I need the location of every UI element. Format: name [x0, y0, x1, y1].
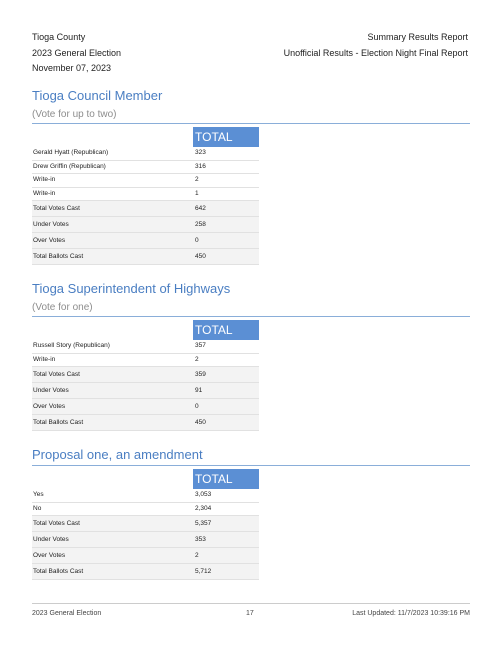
- table-total-row: [32, 399, 259, 415]
- table-row: [32, 503, 259, 517]
- section-divider: [32, 465, 470, 466]
- election-name: 2023 General Election: [32, 47, 122, 58]
- page-number: 17: [246, 610, 254, 617]
- total-column-header: TOTAL: [193, 127, 259, 147]
- row-value: 2: [195, 355, 199, 363]
- row-label: Total Ballots Cast: [33, 568, 84, 575]
- contest-council-member: [32, 86, 470, 265]
- footer-election: 2023 General Election: [32, 610, 102, 617]
- section-divider: [32, 123, 470, 124]
- row-value: 323: [195, 149, 206, 156]
- row-label: Total Ballots Cast: [33, 253, 84, 260]
- table-total-row: [32, 367, 259, 383]
- table-row: [32, 174, 259, 188]
- table-row: [32, 161, 259, 175]
- row-value: 316: [195, 162, 206, 170]
- table-total-row: [32, 249, 259, 265]
- last-updated: Last Updated: 11/7/2023 10:39:16 PM: [352, 610, 470, 617]
- row-value: 357: [195, 342, 206, 349]
- row-value: 642: [195, 205, 206, 212]
- table-total-row: [32, 532, 259, 548]
- contest-superintendent-highways: [32, 279, 470, 431]
- row-label: Under Votes: [33, 221, 69, 228]
- contest-subtitle: (Vote for up to two): [32, 109, 117, 120]
- row-label: Total Votes Cast: [33, 371, 80, 378]
- county-name: Tioga County: [32, 32, 86, 42]
- table-row: [32, 489, 259, 503]
- row-label: Under Votes: [33, 387, 69, 394]
- row-label: Over Votes: [33, 237, 66, 244]
- contest-title: Tioga Superintendent of Highways: [32, 281, 231, 296]
- report-header: [32, 30, 468, 77]
- table-row: [32, 340, 259, 354]
- section-divider: [32, 316, 470, 317]
- row-value: 1: [195, 189, 199, 197]
- row-label: Total Ballots Cast: [33, 419, 84, 426]
- table-total-row: [32, 383, 259, 399]
- contest-proposal-one: [32, 445, 470, 580]
- row-label: No: [33, 504, 42, 512]
- table-row: [32, 147, 259, 161]
- row-label: Under Votes: [33, 536, 69, 543]
- row-label: Russell Story (Republican): [33, 342, 110, 349]
- row-value: 0: [195, 237, 199, 244]
- table-row: [32, 354, 259, 368]
- report-title: Summary Results Report: [367, 32, 468, 42]
- row-label: Write-in: [33, 189, 56, 197]
- table-total-row: [32, 415, 259, 431]
- row-label: Write-in: [33, 176, 56, 183]
- table-row: [32, 188, 259, 202]
- row-value: 0: [195, 403, 199, 410]
- table-header: [32, 469, 259, 489]
- table-total-row: [32, 516, 259, 532]
- row-value: 3,053: [195, 491, 212, 498]
- contest-title: Tioga Council Member: [32, 88, 163, 103]
- table-total-row: [32, 217, 259, 233]
- total-column-header: TOTAL: [193, 469, 259, 489]
- page-footer: [32, 608, 470, 620]
- row-label: Write-in: [33, 355, 56, 363]
- row-label: Drew Griffin (Republican): [33, 162, 106, 170]
- table-total-row: [32, 233, 259, 249]
- election-date: November 07, 2023: [32, 63, 112, 73]
- contest-subtitle: (Vote for one): [32, 302, 93, 313]
- row-value: 353: [195, 536, 206, 543]
- row-value: 5,357: [195, 520, 212, 527]
- results-table: [32, 127, 259, 265]
- report-subtitle: Unofficial Results - Election Night Final Report: [283, 47, 468, 58]
- table-total-row: [32, 201, 259, 217]
- table-header: [32, 320, 259, 340]
- table-header: [32, 127, 259, 147]
- row-value: 2: [195, 552, 199, 559]
- row-label: Over Votes: [33, 552, 66, 559]
- total-column-header: TOTAL: [193, 320, 259, 340]
- row-value: 359: [195, 371, 206, 378]
- row-label: Over Votes: [33, 403, 66, 410]
- row-label: Total Votes Cast: [33, 520, 80, 527]
- row-value: 2: [195, 176, 199, 183]
- table-total-row: [32, 548, 259, 564]
- row-value: 2,304: [195, 504, 212, 512]
- row-value: 450: [195, 253, 206, 260]
- row-value: 258: [195, 221, 206, 228]
- table-total-row: [32, 564, 259, 580]
- footer-divider: [32, 603, 470, 604]
- row-label: Total Votes Cast: [33, 205, 80, 212]
- row-value: 5,712: [195, 568, 212, 575]
- row-label: Yes: [33, 491, 44, 498]
- row-label: Gerald Hyatt (Republican): [33, 149, 109, 156]
- row-value: 450: [195, 419, 206, 426]
- results-table: [32, 320, 259, 431]
- contest-title: Proposal one, an amendment: [32, 447, 203, 462]
- row-value: 91: [195, 387, 203, 394]
- results-table: [32, 469, 259, 580]
